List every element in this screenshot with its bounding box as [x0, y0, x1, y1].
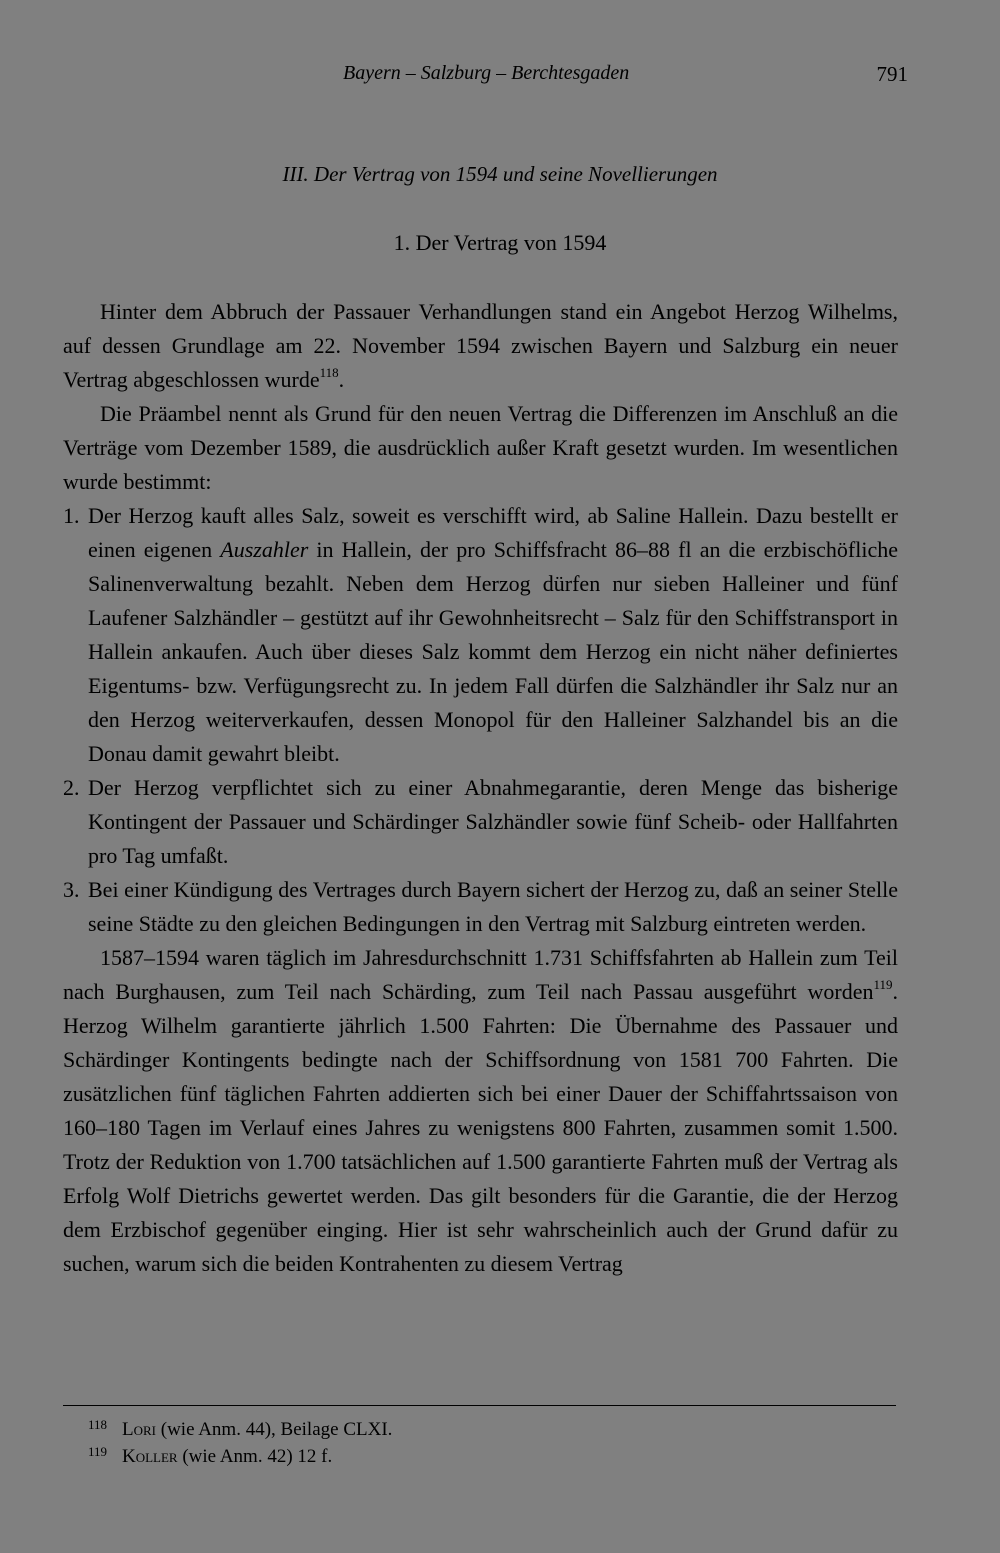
list-item	[63, 499, 898, 771]
list-item-text: Der Herzog kauft alles Salz, soweit es verschifft wird, ab Saline Hallein. Dazu bestellt er einen eigenen	[88, 503, 898, 562]
list-item-text: Bei einer Kündigung des Vertrages durch Bayern sichert der Herzog zu, daß an seiner Stelle seine Städte zu den gleichen Bedingungen in den Vertrag mit Salzburg eintreten werden.	[88, 877, 898, 936]
paragraph: Die Präambel nennt als Grund für den neuen Vertrag die Differenzen im Anschluß an die Verträge vom Dezember 1589, die ausdrücklich außer Kraft gesetzt wurden. Im wesentlichen wurde bestimmt:	[63, 401, 898, 494]
paragraph-text: .	[338, 367, 345, 392]
list-item-number: 1.	[63, 503, 80, 528]
footnotes	[88, 1416, 888, 1470]
footnote-reference: 119	[873, 976, 893, 992]
subsection-heading: 1. Der Vertrag von 1594	[393, 230, 607, 255]
running-head	[0, 62, 1000, 92]
list-item-number: 3.	[63, 877, 80, 902]
footnote-text: (wie Anm. 44), Beilage CLXI.	[156, 1419, 393, 1440]
paragraph-text: . Herzog Wilhelm garantierte jährlich 1.500 Fahrten: Die Übernahme des Passauer und Schärdinger Kontingents bedingte nach der Schiffsordnung von 1581 700 Fahrten. Die zusätzlichen fünf täglichen Fahrten addierten sich bei einer Dauer der Schiffahrtssaison von 160–180 Tagen im Verlauf eines Jahres zu wenigstens 800 Fahrten, zusammen somit 1.500. Trotz der Reduktion von 1.700 tatsächlichen auf 1.500 garantierte Fahrten muß der Vertrag als Erfolg Wolf Dietrichs gewertet werden. Das gilt besonders für die Garantie, die der Herzog dem Erzbischof gegenüber einging. Hier ist sehr wahrscheinlich auch der Grund dafür zu suchen, warum sich die beiden Kontrahenten zu diesem Vertrag	[63, 979, 898, 1276]
footnote-number: 119	[88, 1444, 108, 1459]
list-item-text: Der Herzog verpflichtet sich zu einer Abnahmegarantie, deren Menge das bisherige Kontingent der Passauer und Schärdinger Salzhändler sowie fünf Scheib- oder Hallfahrten pro Tag umfaßt.	[88, 775, 898, 868]
list-item	[63, 771, 898, 873]
paragraph	[63, 295, 898, 397]
footnote-divider	[63, 1405, 896, 1406]
list-item-number: 2.	[63, 775, 80, 800]
page-number: 791	[876, 62, 908, 86]
footnote-text: (wie Anm. 42) 12 f.	[177, 1446, 333, 1467]
footnote	[88, 1443, 888, 1470]
body-text	[63, 295, 898, 1281]
list-item-emphasis: Auszahler	[220, 537, 309, 562]
footnote-number: 118	[88, 1417, 108, 1432]
footnote-reference: 118	[319, 364, 339, 380]
list-item-text: in Hallein, der pro Schiffsfracht 86–88 fl an die erzbischöfliche Salinenverwaltung bezahlt. Neben dem Herzog dürfen nur sieben Halleiner und fünf Laufener Salzhändler – gestützt auf ihr Gewohnheitsrecht – Salz für den Schiffstransport in Hallein ankaufen. Auch über dieses Salz kommt dem Herzog ein nicht näher definiertes Eigentums- bzw. Verfügungsrecht zu. In jedem Fall dürfen die Salzhändler ihr Salz nur an den Herzog weiterverkaufen, dessen Monopol für den Halleiner Salzhandel bis an die Donau damit gewahrt bleibt.	[88, 537, 898, 766]
section-heading: III. Der Vertrag von 1594 und seine Novellierungen	[282, 162, 718, 186]
paragraph-text: 1587–1594 waren täglich im Jahresdurchschnitt 1.731 Schiffsfahrten ab Hallein zum Teil nach Burghausen, zum Teil nach Schärding, zum Teil nach Passau ausgeführt worden	[63, 945, 898, 1004]
footnote-author: Koller	[122, 1446, 178, 1467]
footnote	[88, 1416, 888, 1443]
provisions-list	[63, 499, 898, 941]
footnote-author: Lori	[122, 1419, 156, 1440]
paragraph-text: Hinter dem Abbruch der Passauer Verhandlungen stand ein Angebot Herzog Wilhelms, auf dessen Grundlage am 22. November 1594 zwischen Bayern und Salzburg ein neuer Vertrag abgeschlossen wurde	[63, 299, 898, 392]
running-title: Bayern – Salzburg – Berchtesgaden	[343, 62, 630, 84]
paragraph	[63, 941, 898, 1281]
list-item	[63, 873, 898, 941]
